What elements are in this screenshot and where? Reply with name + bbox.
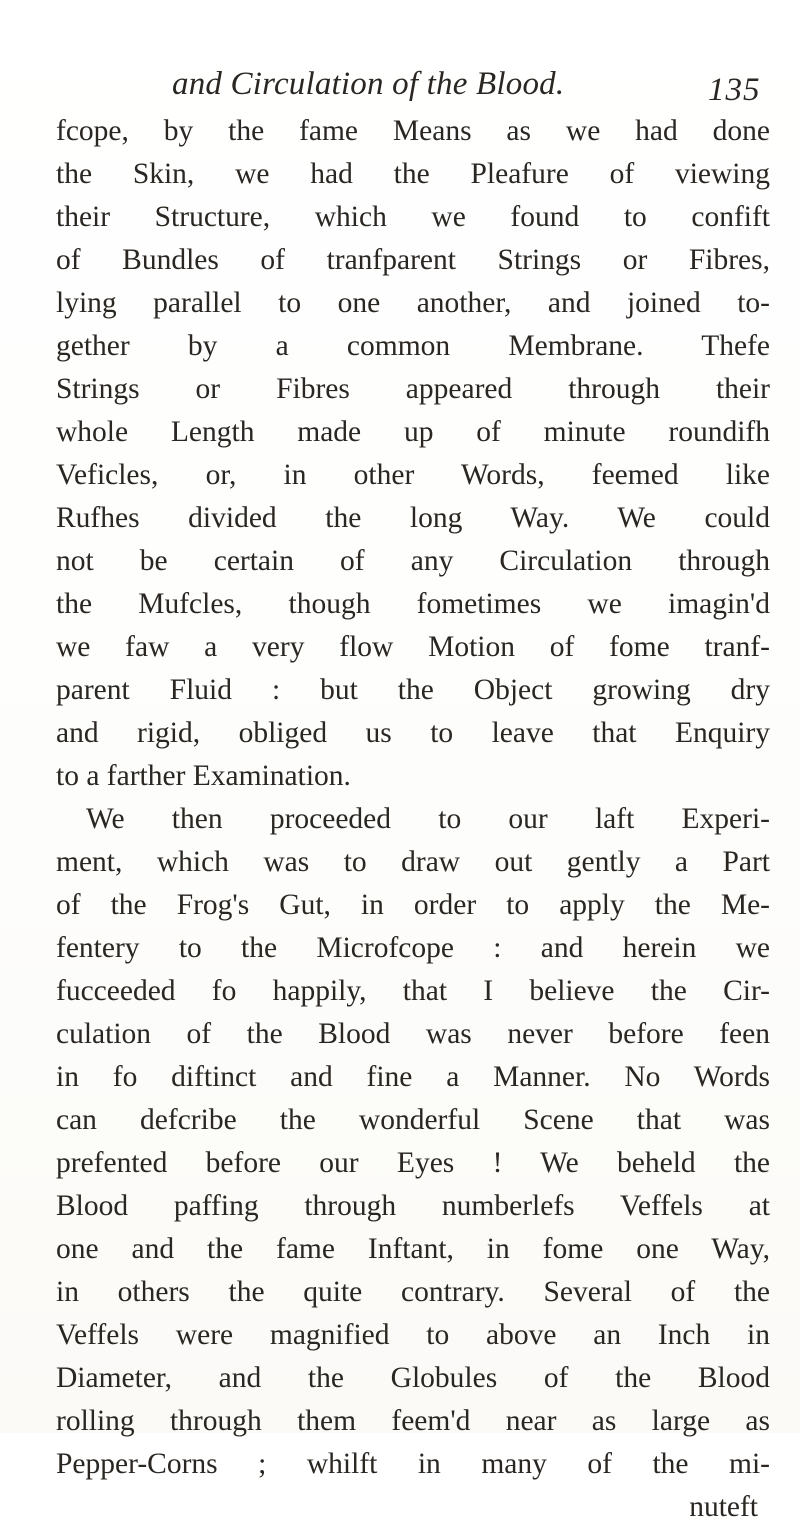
text-line: prefented before our Eyes ! We beheld the bbox=[56, 1147, 770, 1179]
text-line-paragraph-start: We then proceeded to our laft Experi- bbox=[86, 803, 770, 835]
text-line: not be certain of any Circulation through bbox=[56, 545, 770, 577]
text-line: rolling through them feem'd near as large as bbox=[56, 1405, 770, 1437]
text-line: Veffels were magnified to above an Inch in bbox=[56, 1319, 770, 1351]
text-line: the Skin, we had the Pleafure of viewing bbox=[56, 158, 770, 190]
text-line: and rigid, obliged us to leave that Enquiry bbox=[56, 717, 770, 749]
text-line: parent Fluid : but the Object growing dry bbox=[56, 674, 770, 706]
text-line: in fo diftinct and fine a Manner. No Words bbox=[56, 1061, 770, 1093]
text-line: of the Frog's Gut, in order to apply the Me- bbox=[56, 889, 770, 921]
text-line: ment, which was to draw out gently a Part bbox=[56, 846, 770, 878]
text-line: gether by a common Membrane. Thefe bbox=[56, 330, 770, 362]
text-line: the Mufcles, though fometimes we imagin'd bbox=[56, 588, 770, 620]
text-line: fucceeded fo happily, that I believe the Cir- bbox=[56, 975, 770, 1007]
text-line: Strings or Fibres appeared through their bbox=[56, 373, 770, 405]
text-line: Pepper-Corns ; whilft in many of the mi- bbox=[56, 1448, 770, 1480]
text-line: Rufhes divided the long Way. We could bbox=[56, 502, 770, 534]
running-head: and Circulation of the Blood. bbox=[172, 66, 565, 102]
text-line: Diameter, and the Globules of the Blood bbox=[56, 1362, 770, 1394]
text-line: lying parallel to one another, and joined to- bbox=[56, 287, 770, 319]
text-line: can defcribe the wonderful Scene that was bbox=[56, 1104, 770, 1136]
text-line-paragraph-end: to a farther Examination. bbox=[56, 760, 351, 792]
text-line: fentery to the Microfcope : and herein we bbox=[56, 932, 770, 964]
text-line: we faw a very flow Motion of fome tranf- bbox=[56, 631, 770, 663]
text-line: one and the fame Inftant, in fome one Way, bbox=[56, 1233, 770, 1265]
page-number: 135 bbox=[708, 72, 761, 108]
text-line: culation of the Blood was never before feen bbox=[56, 1018, 770, 1050]
text-line: of Bundles of tranfparent Strings or Fibres, bbox=[56, 244, 770, 276]
text-line: Blood paffing through numberlefs Veffels at bbox=[56, 1190, 770, 1222]
body-text bbox=[56, 110, 770, 1529]
text-line: whole Length made up of minute roundifh bbox=[56, 416, 770, 448]
text-line: Veficles, or, in other Words, feemed like bbox=[56, 459, 770, 491]
catchword: nuteft bbox=[689, 1491, 758, 1523]
text-line: fcope, by the fame Means as we had done bbox=[56, 115, 770, 147]
text-line: in others the quite contrary. Several of the bbox=[56, 1276, 770, 1308]
text-line: their Structure, which we found to confift bbox=[56, 201, 770, 233]
